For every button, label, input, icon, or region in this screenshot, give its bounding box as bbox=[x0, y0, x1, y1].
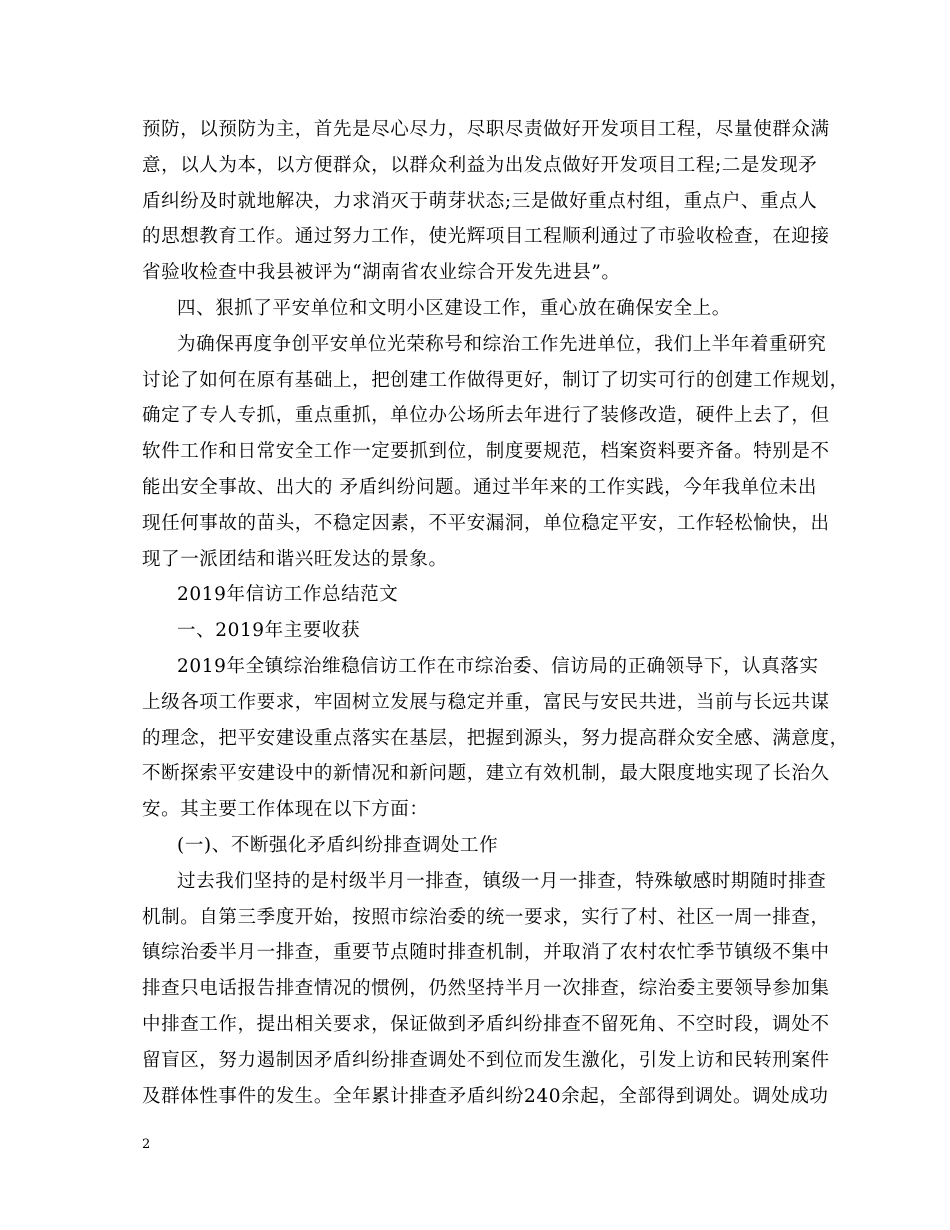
text-line: 能出安全事故、出大的 矛盾纠纷问题。通过半年来的工作实践，今年我单位未出 bbox=[142, 476, 817, 498]
text-line: 中排查工作，提出相关要求，保证做到矛盾纠纷排查不留死角、不空时段，调处不 bbox=[142, 1013, 830, 1035]
section-heading: 四、狠抓了平安单位和文明小区建设工作，重心放在确保安全上。 bbox=[177, 297, 731, 319]
document-title: 2019年信访工作总结范文 bbox=[177, 584, 399, 606]
page-number: 2 bbox=[142, 1137, 151, 1152]
text-line: 不断探索平安建设中的新情况和新问题，建立有效机制，最大限度地实现了长治久 bbox=[142, 763, 830, 785]
text-line: 2019年全镇综治维稳信访工作在市综治委、信访局的正确领导下，认真落实 bbox=[177, 655, 819, 677]
text-line: 讨论了如何在原有基础上，把创建工作做得更好，制订了切实可行的创建工作规划， bbox=[142, 369, 849, 391]
text-line: 省验收检查中我县被评为“湖南省农业综合开发先进县”。 bbox=[142, 262, 621, 284]
text-line: 为确保再度争创平安单位光荣称号和综治工作先进单位，我们上半年着重研究 bbox=[177, 333, 827, 355]
text-line: 安。其主要工作体现在以下方面： bbox=[142, 799, 429, 821]
text-line: 现任何事故的苗头，不稳定因素，不平安漏洞，单位稳定平安，工作轻松愉快，出 bbox=[142, 512, 830, 534]
text-line: 预防，以预防为主，首先是尽心尽力，尽职尽责做好开发项目工程，尽量使群众满 bbox=[142, 119, 830, 140]
text-line: 的理念，把平安建设重点落实在基层，把握到源头，努力提高群众安全感、满意度， bbox=[142, 727, 849, 749]
text-line: 的思想教育工作。通过努力工作，使光辉项目工程顺利通过了市验收检查，在迎接 bbox=[142, 226, 830, 248]
text-line: 过去我们坚持的是村级半月一排查，镇级一月一排查，特殊敏感时期随时排查 bbox=[177, 870, 827, 892]
section-heading: 一、2019年主要收获 bbox=[177, 620, 361, 642]
text-line: 现了一派团结和谐兴旺发达的景象。 bbox=[142, 548, 448, 570]
section-heading: (一)、不断强化矛盾纠纷排查调处工作 bbox=[177, 834, 499, 856]
text-line: 排查只电话报告排查情况的惯例，仍然坚持半月一次排查，综治委主要领导参加集 bbox=[142, 978, 830, 1000]
text-line: 机制。自第三季度开始，按照市综治委的统一要求，实行了村、社区一周一排查， bbox=[142, 906, 830, 928]
text-line: 软件工作和日常安全工作一定要抓到位，制度要规范，档案资料要齐备。特别是不 bbox=[142, 441, 830, 463]
document-body bbox=[142, 112, 849, 1114]
text-line: 及群体性事件的发生。全年累计排查矛盾纠纷240余起，全部得到调处。调处成功 bbox=[142, 1085, 829, 1107]
text-line: 留盲区，努力遏制因矛盾纠纷排查调处不到位而发生激化，引发上访和民转刑案件 bbox=[142, 1049, 830, 1071]
text-line: 盾纠纷及时就地解决，力求消灭于萌芽状态;三是做好重点村组，重点户、重点人 bbox=[142, 190, 818, 212]
text-line: 镇综治委半月一排查，重要节点随时排查机制，并取消了农村农忙季节镇级不集中 bbox=[142, 942, 830, 964]
text-line: 意，以人为本，以方便群众，以群众利益为出发点做好开发项目工程;二是发现矛 bbox=[142, 154, 818, 176]
text-line: 上级各项工作要求，牢固树立发展与稳定并重，富民与安民共进，当前与长远共谋 bbox=[142, 691, 830, 713]
text-line: 确定了专人专抓，重点重抓，单位办公场所去年进行了装修改造，硬件上去了，但 bbox=[142, 405, 830, 427]
